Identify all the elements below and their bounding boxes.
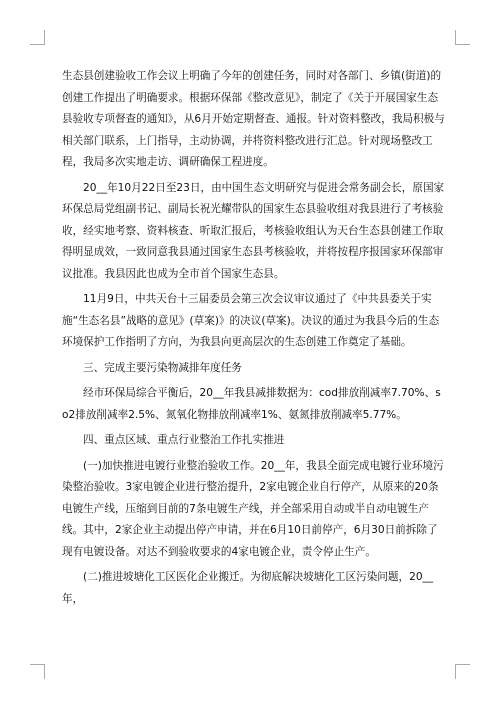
section-heading-3: 三、完成主要污染物减排年度任务	[83, 361, 242, 374]
paragraph-1: 生态县创建验收工作会议上明确了今年的创建任务，同时对各部门、乡镇(街道)的创建工作提出了明确要求。根据环保部《整改意见》，制定了《关于开展国家生态县验收专项督查的通知》，从6月开始定期督查、通报。针对资料整改，我局积极与相关部门联系，上门指导，主动协调，并将资料整改进行汇总。针对现场整改工程，我局多次实地走访、调研确保工程进度。	[62, 70, 445, 168]
paragraph-3: 11月9日，中共天台十三届委员会第三次会议审议通过了《中共县委关于实施“生态名县”战略的意见》(草案)》的决议(草案)。决议的通过为我县今后的生态环境保护工作指明了方向，为我县向更高层次的生态创建工作奠定了基础。	[62, 293, 440, 348]
crop-mark-top-left	[30, 30, 45, 45]
section-heading-4: 四、重点区域、重点行业整治工作扎实推进	[83, 434, 285, 446]
paragraph-5: (一)加快推进电镀行业整治验收工作。20__年，我县全面完成电镀行业环境污染整治验收。3家电镀企业进行整治提升，2家电镀企业自行停产，从原来的20条电镀生产线，压缩到目前的7条电镀生产线，并全部采用自动或半自动电镀生产线。其中，2家企业主动提出停产申请，并在6月10日前停产，6月30日前拆除了现有电镀设备。对达不到验收要求的4家电镀企业，责令停止生产。	[62, 459, 444, 558]
paragraph-2: 20__年10月22日至23日，由中国生态文明研究与促进会常务副会长，原国家环保总局党组副书记、副局长祝光耀带队的国家生态县验收组对我县进行了考核验收，经实地考察、资料核查、听取汇报后，考核验收组认为天台生态县创建工作取得明显成效，一致同意我县通过国家生态县考核验收，并将按程序报国家环保部审议批准。我县因此也成为全市首个国家生态县。	[62, 181, 445, 280]
crop-mark-bottom-left	[30, 664, 45, 679]
paragraph-6: (二)推进坡塘化工区医化企业搬迁。为彻底解决坡塘化工区污染问题，20__年，	[62, 571, 434, 605]
crop-mark-top-right	[455, 30, 470, 45]
paragraph-4: 经市环保局综合平衡后，20__年我县减排数据为：cod排放削减率7.70%、so2排放削减率2.5%、氮氧化物排放削减率1%、氨氮排放削减率5.77%。	[62, 387, 441, 421]
document-body	[62, 66, 446, 614]
crop-mark-bottom-right	[455, 664, 470, 679]
